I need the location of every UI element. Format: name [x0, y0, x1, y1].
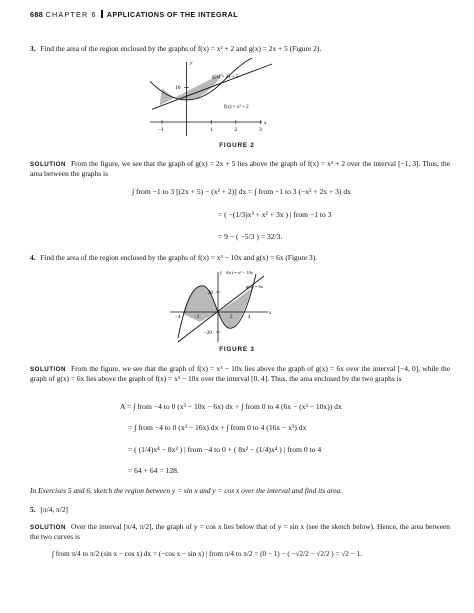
figure-3-f-label: f(x) = x³ − 10x	[226, 270, 254, 275]
figure-3-graph	[160, 268, 280, 344]
figure-2-x-tick-1: 1	[210, 127, 213, 133]
chapter-label: CHAPTER 6	[45, 10, 97, 19]
problem-4	[30, 253, 450, 263]
problem-3	[30, 44, 450, 54]
problem-4-text: Find the area of the region enclosed by the graphs of f(x) = x³ − 10x and g(x) = 6x (Figure 3).	[40, 253, 318, 262]
figure-2-g-label: g(x) = 2x + 5	[212, 75, 239, 80]
figure-2-graph	[140, 58, 290, 142]
page-number: 688	[30, 10, 44, 19]
figure-3-y-label: y	[220, 271, 223, 276]
figure-2-line-g	[152, 64, 272, 109]
figure-3-x-tick-2: 2	[230, 315, 233, 320]
problem-5-text: [π/4, π/2]	[40, 505, 68, 514]
exercises-intro: In Exercises 5 and 6, sketch the region between y = sin x and y = cos x over the interval and find its area.	[30, 486, 343, 495]
figure-3-y-tick-20: 20	[208, 291, 213, 296]
solution-4-eq-3: = ( (1/4)x⁴ − 8x² ) | from −4 to 0 + ( 8x² − (1/4)x⁴ ) | from 0 to 4	[128, 445, 322, 454]
figure-3-caption: FIGURE 3	[219, 346, 255, 353]
problem-5-number: 5.	[30, 505, 36, 514]
solution-3-eq-2: = ( −(1/3)x³ + x² + 3x ) | from −1 to 3	[218, 210, 332, 219]
page-header	[30, 10, 238, 20]
problem-3-text: Find the area of the region enclosed by the graphs of f(x) = x² + 2 and g(x) = 2x + 5 (Figure 2).	[40, 44, 322, 53]
solution-4	[30, 364, 450, 384]
solution-3-label: SOLUTION	[30, 161, 66, 168]
figure-3-y-tick-m20: −20	[204, 331, 212, 336]
solution-4-eq-1: A = ∫ from −4 to 0 (x³ − 10x − 6x) dx + ∫ from 0 to 4 (6x − (x³ − 10x)) dx	[120, 402, 342, 411]
solution-5-eq-1: ∫ from π/4 to π/2 (sin x − cos x) dx = (−cos x − sin x) | from π/4 to π/2 = (0 − 1) − ( −√2/2 − √2/2 ) = √2 − 1.	[52, 550, 362, 558]
solution-3	[30, 159, 450, 179]
solution-4-eq-4: = 64 + 64 = 128.	[128, 466, 179, 475]
figure-3-x-tick-4: 4	[248, 315, 251, 320]
solution-4-eq-2: = ∫ from −4 to 0 (x³ − 16x) dx + ∫ from 0 to 4 (16x − x³) dx	[128, 423, 307, 432]
problem-5	[30, 505, 450, 515]
figure-2-x-tick-2: 2	[234, 127, 238, 133]
solution-4-text: From the figure, we see that the graph of f(x) = x³ − 10x lies above the graph of g(x) = 6x over the interval [−4, 0], while the graph of g(x) = 6x lies above the graph of f(x) = x³ − 10x over the interval [0, 4]. Thus, the area enclosed by the two graphs is	[30, 364, 450, 384]
figure-2-f-label: f(x) = x² + 2	[224, 105, 249, 110]
solution-4-label: SOLUTION	[30, 366, 66, 373]
figure-2-y-tick-label: 10	[175, 85, 181, 91]
figure-2-y-label: y	[190, 60, 193, 66]
figure-3-x-label: x	[269, 311, 272, 316]
solution-5-label: SOLUTION	[30, 524, 66, 531]
figure-3-x-tick-m2: −2	[194, 315, 200, 320]
chapter-title: APPLICATIONS OF THE INTEGRAL	[106, 10, 239, 19]
solution-3-text: From the figure, we see that the graph of g(x) = 2x + 5 lies above the graph of f(x) = x² + 2 over the interval [−1, 3]. Thus, the area between the graphs is	[30, 159, 450, 179]
figure-2-x-label: x	[264, 120, 267, 126]
solution-3-eq-1: ∫ from −1 to 3 [(2x + 5) − (x² + 2)] dx = ∫ from −1 to 3 (−x² + 2x + 3) dx	[132, 187, 351, 196]
problem-3-number: 3.	[30, 44, 36, 53]
figure-3-g-label: g(x) = 6x	[246, 284, 264, 289]
problem-4-number: 4.	[30, 253, 36, 262]
solution-5	[30, 522, 450, 542]
solution-5-text: Over the interval [π/4, π/2], the graph of y = cos x lies below that of y = sin x (see the sketch below). Hence, the area between the two curves is	[30, 522, 450, 542]
header-divider	[101, 10, 103, 18]
figure-2-x-tick-m1: −1	[158, 127, 164, 133]
figure-2-x-tick-3: 3	[259, 127, 262, 133]
figure-3-x-tick-m4: −4	[175, 315, 181, 320]
solution-3-eq-3: = 9 − ( −5/3 ) = 32/3.	[218, 232, 283, 241]
figure-2-caption: FIGURE 2	[219, 142, 255, 149]
